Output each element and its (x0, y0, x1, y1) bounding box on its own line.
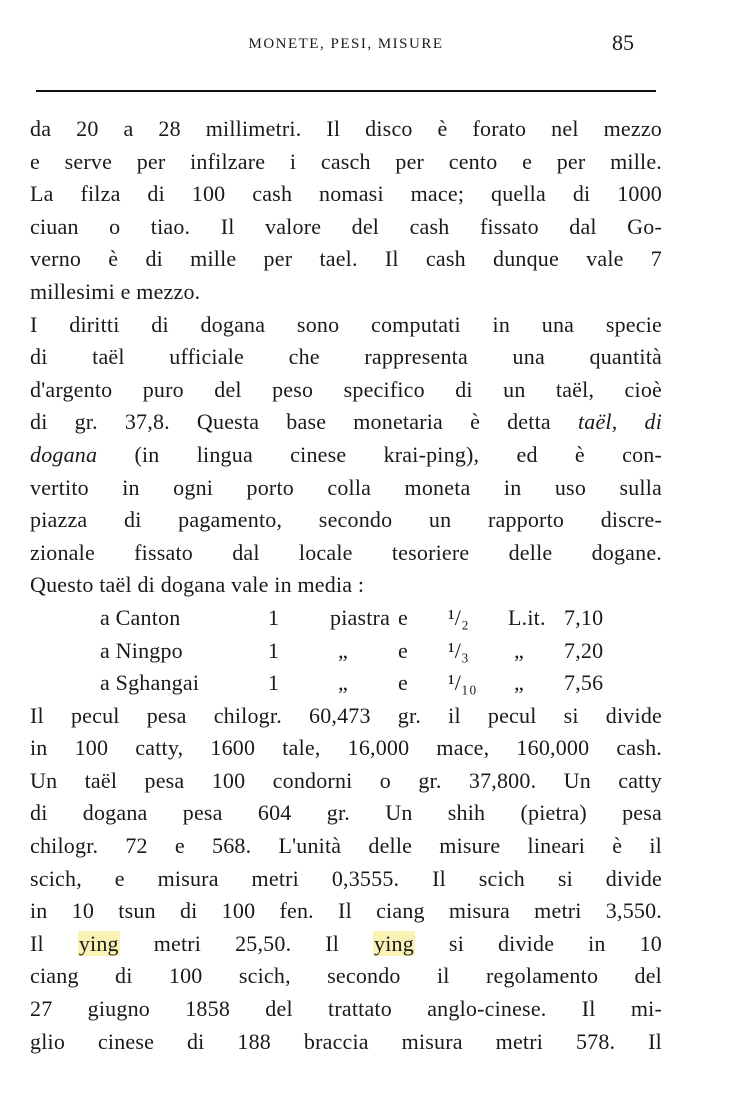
text-run: (in lingua cinese krai-ping), ed è con- (97, 441, 662, 467)
rate-row (30, 667, 662, 700)
text-line: ciuan o tiao. Il valore del cash fissato dal Go- (30, 213, 662, 239)
italic-term: taël, di (577, 409, 663, 435)
text-line: vertito in ogni porto colla moneta in uso sulla (30, 474, 662, 500)
rate-qty: 1 (268, 670, 280, 696)
text-line: Questo taël di dogana vale in media : (30, 572, 365, 598)
text-run: di gr. 37,8. Questa base monetaria è detta (30, 409, 578, 435)
text-line: ciang di 100 scich, secondo il regolamento del (30, 963, 662, 989)
rate-qty: 1 (268, 604, 280, 630)
text-line (30, 406, 662, 439)
text-line: I diritti di dogana sono computati in una specie (30, 311, 662, 337)
text-line (30, 439, 662, 472)
running-title: MONETE, PESI, MISURE (248, 36, 444, 52)
rate-place: a Ningpo (100, 637, 183, 663)
italic-term: dogana (30, 441, 98, 467)
page-header (30, 30, 662, 62)
text-line: Il pecul pesa chilogr. 60,473 gr. il pecul si divide (30, 702, 662, 728)
rate-currency: „ (514, 670, 524, 696)
text-line: di dogana pesa 604 gr. Un shih (pietra) pesa (30, 800, 662, 826)
text-line: e serve per infilzare i casch per cento e per mille. (30, 148, 662, 174)
rate-qty: 1 (268, 637, 280, 663)
text-line: La filza di 100 cash nomasi mace; quella di 1000 (30, 181, 662, 207)
text-line: in 10 tsun di 100 fen. Il ciang misura metri 3,550. (30, 898, 662, 924)
rate-unit: „ (338, 637, 348, 663)
text-run: metri 25,50. Il (119, 930, 374, 956)
rate-value: 7,20 (564, 637, 604, 663)
rate-place: a Sghangai (100, 670, 200, 696)
text-line: Un taël pesa 100 condorni o gr. 37,800. Un catty (30, 767, 662, 793)
text-line: in 100 catty, 1600 tale, 16,000 mace, 160,000 cash. (30, 735, 662, 761)
rate-fraction: ¹/₂ (448, 604, 469, 630)
rate-unit: piastra (330, 604, 391, 630)
body-text (30, 113, 662, 1058)
rate-e: e (398, 670, 408, 696)
text-line: d'argento puro del peso specifico di un taël, cioè (30, 376, 662, 402)
text-line: 27 giugno 1858 del trattato anglo-cinese. Il mi- (30, 996, 662, 1022)
rate-currency: L.it. (508, 604, 546, 630)
rate-fraction: ¹/₁₀ (448, 670, 477, 696)
header-rule (36, 90, 656, 92)
text-run: Il (30, 930, 78, 956)
text-line: zionale fissato dal locale tesoriere delle dogane. (30, 539, 662, 565)
text-line: glio cinese di 188 braccia misura metri 578. Il (30, 1028, 662, 1054)
rate-unit: „ (338, 670, 348, 696)
text-line: di taël ufficiale che rappresenta una quantità (30, 344, 662, 370)
text-line: piazza di pagamento, secondo un rapporto discre- (30, 507, 662, 533)
text-run: si divide in 10 (414, 930, 662, 956)
rate-row (30, 635, 662, 668)
highlighted-term: ying (78, 930, 119, 956)
highlighted-term: ying (374, 930, 414, 956)
rate-row (30, 602, 662, 635)
page-number: 85 (612, 30, 634, 55)
rate-place: a Canton (100, 604, 181, 630)
text-line: chilogr. 72 e 568. L'unità delle misure lineari è il (30, 833, 662, 859)
rate-currency: „ (514, 637, 524, 663)
text-line: millesimi e mezzo. (30, 278, 201, 304)
rate-e: e (398, 637, 408, 663)
text-line (30, 928, 662, 961)
rate-value: 7,10 (564, 604, 604, 630)
rate-fraction: ¹/₃ (448, 637, 469, 663)
text-line: da 20 a 28 millimetri. Il disco è forato nel mezzo (30, 116, 662, 141)
rate-value: 7,56 (564, 670, 604, 696)
text-line: scich, e misura metri 0,3555. Il scich si divide (30, 865, 662, 891)
rate-e: e (398, 604, 408, 630)
text-line: verno è di mille per tael. Il cash dunque vale 7 (30, 246, 662, 272)
